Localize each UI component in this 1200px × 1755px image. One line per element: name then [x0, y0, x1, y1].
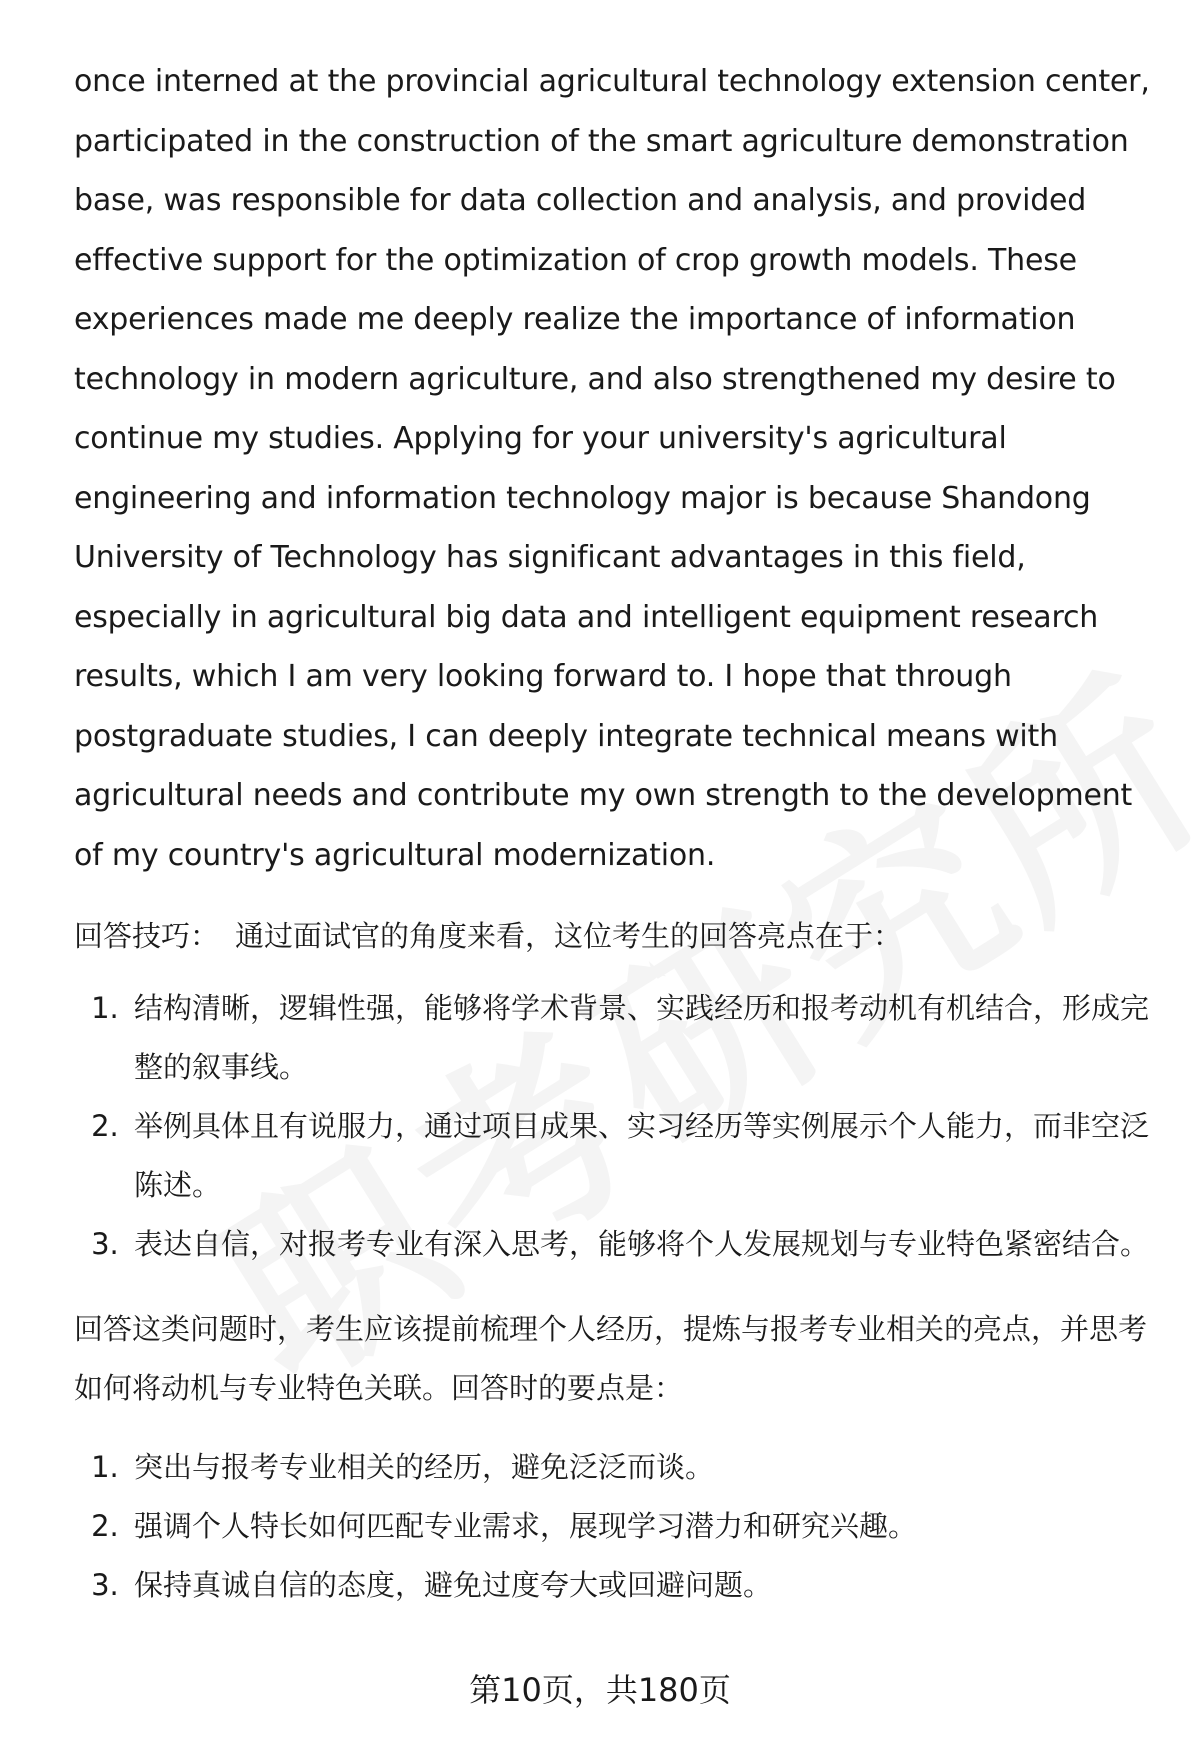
list-item: 3. 表达自信，对报考专业有深入思考，能够将个人发展规划与专业特色紧密结合。: [128, 1215, 1164, 1274]
answer-tips-intro: 通过面试官的角度来看，这位考生的回答亮点在于：: [235, 919, 903, 953]
list-item: 2. 强调个人特长如何匹配专业需求，展现学习潜力和研究兴趣。: [128, 1497, 1164, 1556]
page-number-footer: 第10页，共180页: [469, 1671, 731, 1709]
list-item: 3. 保持真诚自信的态度，避免过度夸大或回避问题。: [128, 1556, 1164, 1615]
english-answer-paragraph: once interned at the provincial agricultural technology extension center, participated in the construction of the smart agriculture demonstration base, was responsible for data collection and analysis, and provided effective support for the optimization of crop growth models. These experiences made me deeply realize the importance of information technology in modern agriculture, and also strengthened my desire to continue my studies. Applying for your university's agricultural engineering and information technology major is because Shandong University of Technology has significant advantages in this field, especially in agricultural big data and intelligent equipment research results, which I am very looking forward to. I hope that through postgraduate studies, I can deeply integrate technical means with agricultural needs and contribute my own strength to the development of my country's agricultural modernization.: [74, 64, 1150, 873]
answer-tips-label: 回答技巧：: [74, 919, 220, 953]
list-item: 1. 突出与报考专业相关的经历，避免泛泛而谈。: [128, 1438, 1164, 1497]
answer-tips-paragraph: [74, 907, 1164, 965]
list-item: 1. 结构清晰，逻辑性强，能够将学术背景、实践经历和报考动机有机结合，形成完整的叙事线。: [128, 979, 1164, 1097]
advice-points-list: [74, 1438, 1164, 1615]
list-item: 2. 举例具体且有说服力，通过项目成果、实习经历等实例展示个人能力，而非空泛陈述。: [128, 1097, 1164, 1215]
page-content: [74, 52, 1164, 1615]
highlights-list: [74, 979, 1164, 1274]
advice-paragraph: 回答这类问题时，考生应该提前梳理个人经历，提炼与报考专业相关的亮点，并思考如何将动机与专业特色关联。回答时的要点是：: [74, 1312, 1148, 1405]
